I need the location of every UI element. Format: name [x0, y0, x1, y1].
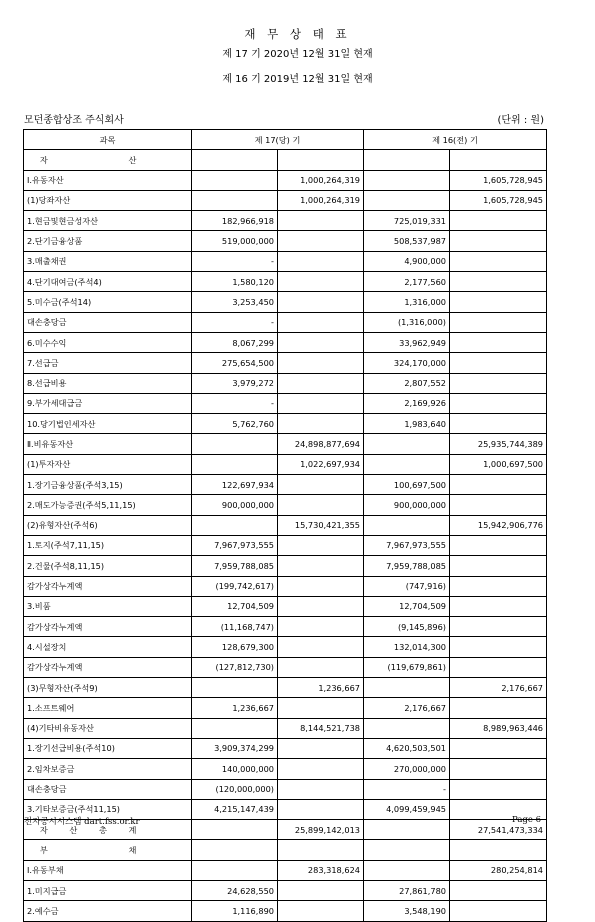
table-row: [24, 759, 547, 779]
current-detail-cell: 1,580,120: [192, 272, 278, 292]
section-label-char: 자: [39, 824, 48, 835]
current-total-cell: [278, 495, 364, 515]
current-total-cell: [278, 231, 364, 251]
prior-total-cell: 8,989,963,446: [450, 718, 547, 738]
prior-total-cell: 15,942,906,776: [450, 515, 547, 535]
prior-total-cell: [450, 353, 547, 373]
account-label: Ⅰ.유동부채: [24, 860, 192, 880]
account-label: 1.소프트웨어: [24, 698, 192, 718]
section-label-char: 산: [69, 824, 78, 835]
prior-detail-cell: 132,014,300: [364, 637, 450, 657]
prior-total-cell: 27,541,473,334: [450, 820, 547, 840]
current-total-cell: [278, 637, 364, 657]
prior-total-cell: [450, 556, 547, 576]
current-total-cell: [278, 901, 364, 921]
current-detail-cell: 12,704,509: [192, 596, 278, 616]
prior-total-cell: [450, 251, 547, 271]
table-row: [24, 718, 547, 738]
current-detail-cell: 900,000,000: [192, 495, 278, 515]
current-total-cell: [278, 556, 364, 576]
prior-total-cell: [450, 738, 547, 758]
prior-total-cell: [450, 332, 547, 352]
prior-total-cell: [450, 637, 547, 657]
table-row: [24, 556, 547, 576]
table-row: [24, 637, 547, 657]
header-prior: 제 16(전) 기: [364, 130, 547, 150]
balance-sheet-table: [23, 129, 547, 922]
header-item-b: 목: [107, 134, 116, 145]
current-total-cell: [278, 414, 364, 434]
prior-detail-cell: 2,807,552: [364, 373, 450, 393]
current-detail-cell: [192, 170, 278, 190]
account-label: 9.부가세대급금: [24, 393, 192, 413]
account-label: Ⅰ.유동자산: [24, 170, 192, 190]
account-label: 5.미수금(주석14): [24, 292, 192, 312]
table-row: [24, 617, 547, 637]
current-total-cell: [278, 332, 364, 352]
current-total-cell: 1,022,697,934: [278, 454, 364, 474]
current-detail-cell: 3,253,450: [192, 292, 278, 312]
header-current: 제 17(당) 기: [192, 130, 364, 150]
account-label: 대손충당금: [24, 779, 192, 799]
prior-total-cell: [450, 211, 547, 231]
current-detail-cell: 182,966,918: [192, 211, 278, 231]
table-row: [24, 738, 547, 758]
prior-detail-cell: 12,704,509: [364, 596, 450, 616]
prior-total-cell: [450, 617, 547, 637]
prior-total-cell: [450, 901, 547, 921]
current-detail-cell: 519,000,000: [192, 231, 278, 251]
table-row: [24, 414, 547, 434]
section-label-char: 총: [98, 824, 107, 835]
account-label: 3.매출채권: [24, 251, 192, 271]
current-detail-cell: 128,679,300: [192, 637, 278, 657]
prior-total-cell: [450, 373, 547, 393]
account-label: 2.단기금융상품: [24, 231, 192, 251]
current-total-cell: [278, 596, 364, 616]
current-detail-cell: 4,215,147,439: [192, 799, 278, 819]
prior-detail-cell: [364, 515, 450, 535]
current-detail-cell: 8,067,299: [192, 332, 278, 352]
current-total-cell: [278, 150, 364, 170]
prior-total-cell: 280,254,814: [450, 860, 547, 880]
section-label-char: 부: [39, 844, 48, 855]
table-header-row: [24, 130, 547, 150]
prior-detail-cell: [364, 454, 450, 474]
prior-detail-cell: [364, 860, 450, 880]
current-detail-cell: (199,742,617): [192, 576, 278, 596]
account-label: (4)기타비유동자산: [24, 718, 192, 738]
current-detail-cell: 24,628,550: [192, 880, 278, 900]
table-row: [24, 353, 547, 373]
current-total-cell: [278, 373, 364, 393]
current-total-cell: 25,899,142,013: [278, 820, 364, 840]
current-detail-cell: [192, 190, 278, 210]
current-detail-cell: [192, 150, 278, 170]
current-total-cell: [278, 312, 364, 332]
table-row: [24, 312, 547, 332]
table-row: [24, 698, 547, 718]
table-row: [24, 434, 547, 454]
prior-detail-cell: 270,000,000: [364, 759, 450, 779]
table-row: [24, 272, 547, 292]
prior-detail-cell: 7,967,973,555: [364, 535, 450, 555]
current-total-cell: [278, 393, 364, 413]
account-label: 1.미지급금: [24, 880, 192, 900]
current-total-cell: 24,898,877,694: [278, 434, 364, 454]
account-label: 감가상각누계액: [24, 576, 192, 596]
prior-detail-cell: [364, 434, 450, 454]
current-detail-cell: 3,979,272: [192, 373, 278, 393]
table-row: [24, 678, 547, 698]
current-total-cell: [278, 251, 364, 271]
current-total-cell: 1,000,264,319: [278, 170, 364, 190]
current-detail-cell: [192, 860, 278, 880]
table-row: [24, 779, 547, 799]
prior-detail-cell: 4,900,000: [364, 251, 450, 271]
section-label-char: 자: [39, 154, 48, 165]
prior-total-cell: [450, 576, 547, 596]
period-prior: 제 16 기 2019년 12월 31일 현재: [222, 74, 373, 85]
section-label-char: 산: [128, 154, 137, 165]
prior-total-cell: [450, 657, 547, 677]
account-label: 3.기타보증금(주석11,15): [24, 799, 192, 819]
current-detail-cell: 7,959,788,085: [192, 556, 278, 576]
current-total-cell: [278, 272, 364, 292]
account-label: 1.장기금융상품(주석3,15): [24, 475, 192, 495]
account-label: 2.임차보증금: [24, 759, 192, 779]
current-detail-cell: 5,762,760: [192, 414, 278, 434]
account-label: 대손충당금: [24, 312, 192, 332]
footer-page: Page 6: [512, 815, 541, 825]
account-label: (1)투자자산: [24, 454, 192, 474]
prior-detail-cell: (1,316,000): [364, 312, 450, 332]
prior-detail-cell: 33,962,949: [364, 332, 450, 352]
account-label: 7.선급금: [24, 353, 192, 373]
current-total-cell: [278, 353, 364, 373]
account-label: 10.당기법인세자산: [24, 414, 192, 434]
current-total-cell: [278, 840, 364, 860]
current-detail-cell: -: [192, 393, 278, 413]
table-row: [24, 251, 547, 271]
table-row: [24, 373, 547, 393]
prior-detail-cell: 1,983,640: [364, 414, 450, 434]
prior-detail-cell: 1,316,000: [364, 292, 450, 312]
prior-total-cell: [450, 414, 547, 434]
table-row: [24, 475, 547, 495]
prior-detail-cell: [364, 840, 450, 860]
current-total-cell: [278, 617, 364, 637]
prior-total-cell: 1,605,728,945: [450, 170, 547, 190]
current-detail-cell: [192, 515, 278, 535]
table-row: [24, 332, 547, 352]
prior-total-cell: [450, 312, 547, 332]
table-row: [24, 150, 547, 170]
statement-title: 재 무 상 태 표: [244, 27, 351, 41]
account-label: 1.장기선급비용(주석10): [24, 738, 192, 758]
prior-total-cell: [450, 698, 547, 718]
prior-detail-cell: (9,145,896): [364, 617, 450, 637]
section-label-char: 계: [128, 824, 137, 835]
current-detail-cell: 122,697,934: [192, 475, 278, 495]
account-label: 2.예수금: [24, 901, 192, 921]
table-row: [24, 170, 547, 190]
current-total-cell: [278, 880, 364, 900]
prior-detail-cell: 508,537,987: [364, 231, 450, 251]
current-total-cell: [278, 698, 364, 718]
account-label: (2)유형자산(주석6): [24, 515, 192, 535]
account-label: 3.비품: [24, 596, 192, 616]
current-total-cell: [278, 779, 364, 799]
prior-detail-cell: 2,177,560: [364, 272, 450, 292]
prior-total-cell: 1,000,697,500: [450, 454, 547, 474]
current-total-cell: 1,236,667: [278, 678, 364, 698]
current-total-cell: [278, 292, 364, 312]
prior-detail-cell: 2,169,926: [364, 393, 450, 413]
prior-detail-cell: [364, 820, 450, 840]
table-row: [24, 840, 547, 860]
current-detail-cell: (120,000,000): [192, 779, 278, 799]
account-label: (1)당좌자산: [24, 190, 192, 210]
current-detail-cell: -: [192, 251, 278, 271]
current-detail-cell: 3,909,374,299: [192, 738, 278, 758]
prior-total-cell: [450, 475, 547, 495]
account-label: 6.미수수익: [24, 332, 192, 352]
prior-detail-cell: 4,099,459,945: [364, 799, 450, 819]
account-label: (3)무형자산(주석9): [24, 678, 192, 698]
table-row: [24, 596, 547, 616]
prior-detail-cell: (747,916): [364, 576, 450, 596]
prior-total-cell: [450, 292, 547, 312]
current-detail-cell: 1,236,667: [192, 698, 278, 718]
table-row: [24, 231, 547, 251]
header-item: [24, 130, 192, 150]
current-detail-cell: 1,116,890: [192, 901, 278, 921]
prior-detail-cell: [364, 150, 450, 170]
prior-detail-cell: 2,176,667: [364, 698, 450, 718]
account-label: 2.매도가능증권(주석5,11,15): [24, 495, 192, 515]
prior-detail-cell: [364, 170, 450, 190]
prior-detail-cell: 900,000,000: [364, 495, 450, 515]
section-label-char: 채: [128, 844, 137, 855]
prior-total-cell: [450, 150, 547, 170]
current-detail-cell: [192, 718, 278, 738]
prior-total-cell: [450, 779, 547, 799]
current-total-cell: [278, 576, 364, 596]
current-detail-cell: [192, 820, 278, 840]
current-detail-cell: (127,812,730): [192, 657, 278, 677]
prior-detail-cell: (119,679,861): [364, 657, 450, 677]
prior-total-cell: [450, 393, 547, 413]
current-detail-cell: 140,000,000: [192, 759, 278, 779]
prior-total-cell: [450, 535, 547, 555]
current-detail-cell: [192, 678, 278, 698]
section-label: [24, 150, 192, 170]
current-total-cell: [278, 799, 364, 819]
prior-total-cell: 25,935,744,389: [450, 434, 547, 454]
prior-total-cell: [450, 759, 547, 779]
current-total-cell: [278, 759, 364, 779]
current-total-cell: [278, 475, 364, 495]
prior-detail-cell: 100,697,500: [364, 475, 450, 495]
current-total-cell: 8,144,521,738: [278, 718, 364, 738]
current-detail-cell: 7,967,973,555: [192, 535, 278, 555]
current-detail-cell: 275,654,500: [192, 353, 278, 373]
current-total-cell: [278, 535, 364, 555]
prior-detail-cell: 324,170,000: [364, 353, 450, 373]
current-total-cell: [278, 738, 364, 758]
prior-total-cell: 2,176,667: [450, 678, 547, 698]
unit-label: (단위 : 원): [497, 115, 544, 126]
table-row: [24, 292, 547, 312]
current-detail-cell: [192, 840, 278, 860]
table-row: [24, 880, 547, 900]
current-total-cell: [278, 657, 364, 677]
current-total-cell: [278, 211, 364, 231]
table-row: [24, 576, 547, 596]
prior-total-cell: [450, 596, 547, 616]
header-item-a: 과: [99, 134, 108, 145]
account-label: 1.토지(주석7,11,15): [24, 535, 192, 555]
table-row: [24, 190, 547, 210]
prior-detail-cell: 27,861,780: [364, 880, 450, 900]
prior-detail-cell: [364, 678, 450, 698]
current-total-cell: 283,318,624: [278, 860, 364, 880]
current-total-cell: 15,730,421,355: [278, 515, 364, 535]
period-current: 제 17 기 2020년 12월 31일 현재: [222, 49, 373, 60]
company-name: 모던종합상조 주식회사: [24, 115, 124, 126]
prior-total-cell: [450, 231, 547, 251]
prior-detail-cell: [364, 190, 450, 210]
current-detail-cell: -: [192, 312, 278, 332]
current-detail-cell: (11,168,747): [192, 617, 278, 637]
prior-total-cell: 1,605,728,945: [450, 190, 547, 210]
section-label: [24, 840, 192, 860]
account-label: Ⅱ.비유동자산: [24, 434, 192, 454]
current-detail-cell: [192, 434, 278, 454]
prior-total-cell: [450, 840, 547, 860]
table-row: [24, 515, 547, 535]
table-row: [24, 495, 547, 515]
prior-detail-cell: [364, 718, 450, 738]
prior-total-cell: [450, 880, 547, 900]
account-label: 2.건물(주석8,11,15): [24, 556, 192, 576]
prior-total-cell: [450, 495, 547, 515]
table-row: [24, 535, 547, 555]
prior-detail-cell: 4,620,503,501: [364, 738, 450, 758]
prior-detail-cell: 3,548,190: [364, 901, 450, 921]
account-label: 1.현금및현금성자산: [24, 211, 192, 231]
prior-detail-cell: 7,959,788,085: [364, 556, 450, 576]
current-detail-cell: [192, 454, 278, 474]
account-label: 4.시설장치: [24, 637, 192, 657]
table-row: [24, 860, 547, 880]
account-label: 감가상각누계액: [24, 657, 192, 677]
prior-detail-cell: 725,019,331: [364, 211, 450, 231]
current-total-cell: 1,000,264,319: [278, 190, 364, 210]
footer-system: 전자공시시스템 dart.fss.or.kr: [24, 817, 140, 827]
table-body: [24, 150, 547, 921]
account-label: 감가상각누계액: [24, 617, 192, 637]
account-label: 4.단기대여금(주석4): [24, 272, 192, 292]
prior-total-cell: [450, 272, 547, 292]
table-row: [24, 901, 547, 921]
table-row: [24, 657, 547, 677]
account-label: 8.선급비용: [24, 373, 192, 393]
table-row: [24, 211, 547, 231]
table-row: [24, 393, 547, 413]
prior-detail-cell: -: [364, 779, 450, 799]
table-row: [24, 454, 547, 474]
